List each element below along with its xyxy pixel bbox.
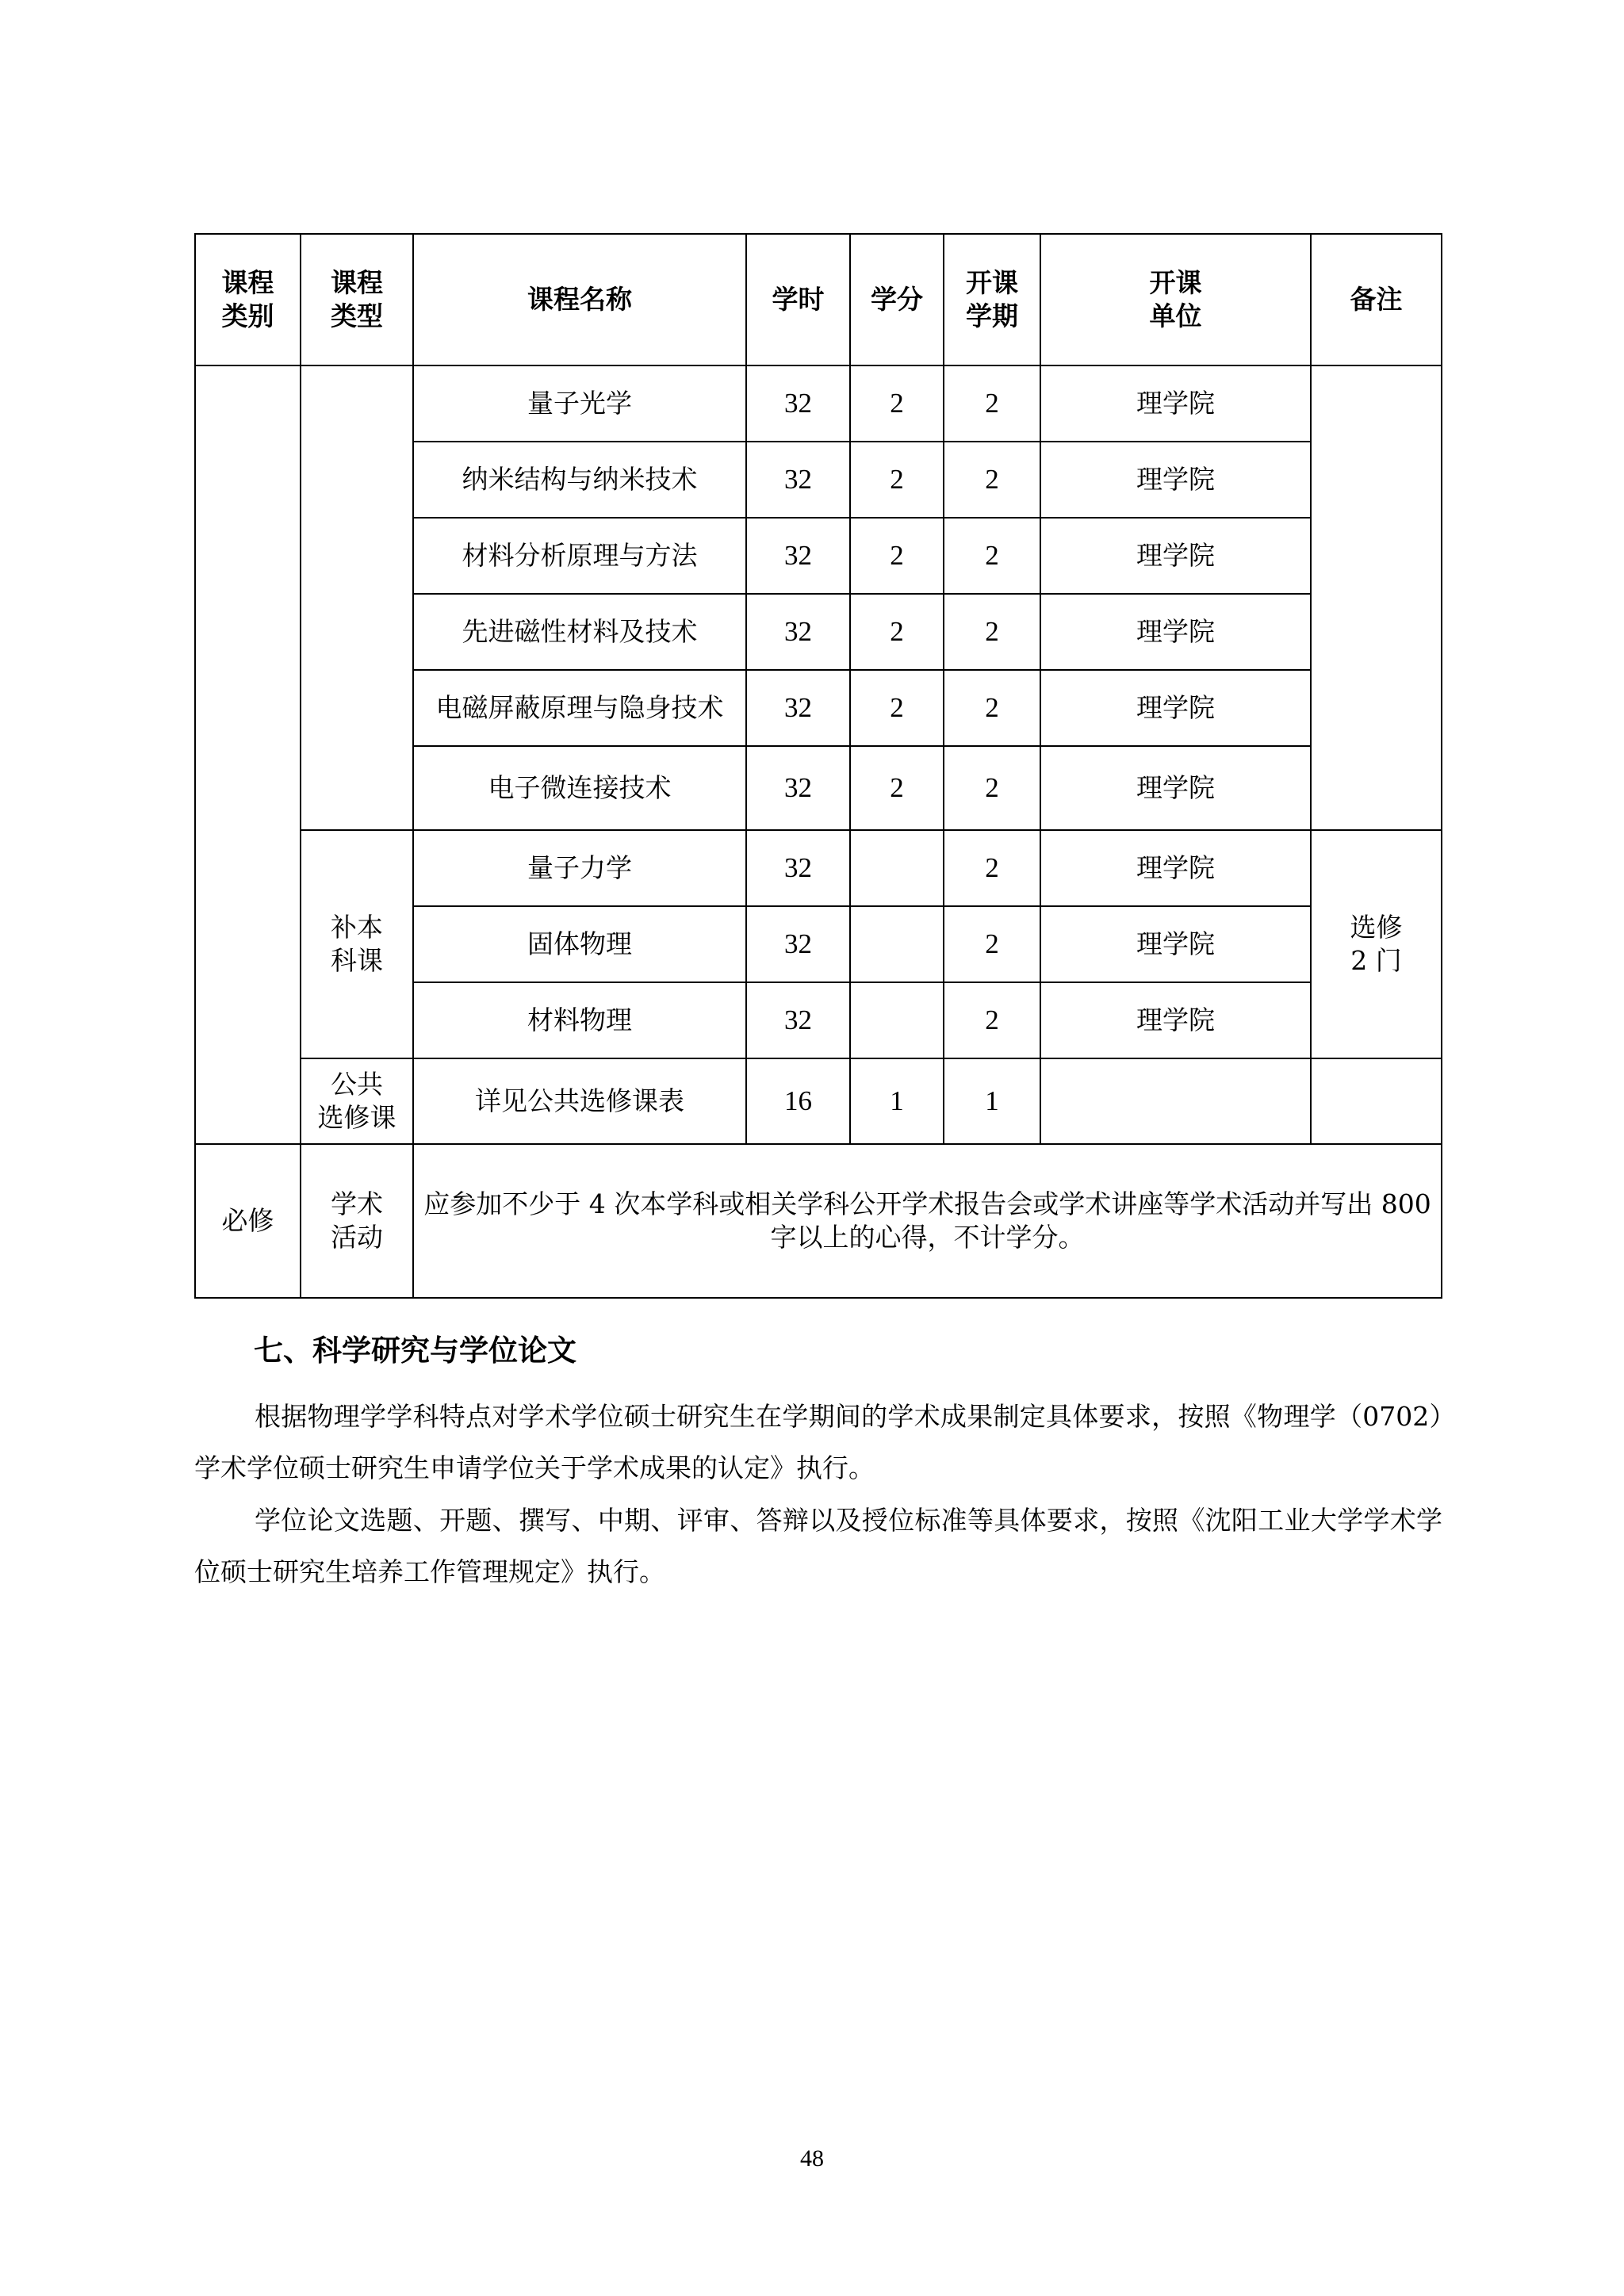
- course-semester: 2: [944, 670, 1040, 746]
- course-semester: 2: [944, 365, 1040, 442]
- course-hours: 32: [746, 594, 850, 670]
- header-semester: 开课 学期: [944, 234, 1040, 365]
- course-semester: 2: [944, 906, 1040, 982]
- course-credits: 2: [850, 594, 944, 670]
- supplementary-remark: 选修 2 门: [1311, 830, 1442, 1058]
- header-credits: 学分: [850, 234, 944, 365]
- course-semester: 2: [944, 982, 1040, 1058]
- course-hours: 16: [746, 1058, 850, 1144]
- course-hours: 32: [746, 982, 850, 1058]
- header-remark: 备注: [1311, 234, 1442, 365]
- course-name: 量子力学: [413, 830, 746, 906]
- category-cell-blank: [195, 365, 301, 1144]
- course-name: 纳米结构与纳米技术: [413, 442, 746, 518]
- course-name: 详见公共选修课表: [413, 1058, 746, 1144]
- course-name: 电磁屏蔽原理与隐身技术: [413, 670, 746, 746]
- remark-cell-blank: [1311, 365, 1442, 830]
- header-unit: 开课 单位: [1040, 234, 1311, 365]
- table-header-row: [195, 234, 1442, 365]
- course-semester: 2: [944, 518, 1040, 594]
- course-unit: 理学院: [1040, 518, 1311, 594]
- required-type: 学术 活动: [301, 1144, 413, 1298]
- remark-cell-blank: [1311, 1058, 1442, 1144]
- header-name: 课程名称: [413, 234, 746, 365]
- course-credits: 2: [850, 670, 944, 746]
- course-credits: 2: [850, 518, 944, 594]
- course-name: 材料物理: [413, 982, 746, 1058]
- course-credits: 1: [850, 1058, 944, 1144]
- course-semester: 2: [944, 594, 1040, 670]
- body-paragraph: 根据物理学学科特点对学术学位硕士研究生在学期间的学术成果制定具体要求，按照《物理学（0702）学术学位硕士研究生申请学位关于学术成果的认定》执行。: [194, 1401, 1442, 1483]
- course-name: 材料分析原理与方法: [413, 518, 746, 594]
- course-hours: 32: [746, 906, 850, 982]
- required-category: 必修: [195, 1144, 301, 1298]
- course-hours: 32: [746, 670, 850, 746]
- course-name: 电子微连接技术: [413, 746, 746, 830]
- course-unit: 理学院: [1040, 670, 1311, 746]
- header-hours: 学时: [746, 234, 850, 365]
- table-row: [195, 830, 1442, 906]
- course-hours: 32: [746, 442, 850, 518]
- course-unit: 理学院: [1040, 442, 1311, 518]
- body-paragraph: 学位论文选题、开题、撰写、中期、评审、答辩以及授位标准等具体要求，按照《沈阳工业大学学术学位硕士研究生培养工作管理规定》执行。: [194, 1505, 1442, 1587]
- course-hours: 32: [746, 746, 850, 830]
- course-credits: 2: [850, 442, 944, 518]
- page-number: 48: [800, 2145, 824, 2172]
- course-credits: [850, 830, 944, 906]
- course-credits: 2: [850, 746, 944, 830]
- type-cell-blank: [301, 365, 413, 830]
- course-unit: [1040, 1058, 1311, 1144]
- header-type: 课程 类型: [301, 234, 413, 365]
- course-table: [194, 233, 1442, 1299]
- course-semester: 2: [944, 442, 1040, 518]
- course-unit: 理学院: [1040, 982, 1311, 1058]
- header-category: 课程 类别: [195, 234, 301, 365]
- course-semester: 2: [944, 746, 1040, 830]
- public-elective-type: 公共 选修课: [301, 1058, 413, 1144]
- course-unit: 理学院: [1040, 365, 1311, 442]
- required-description: 应参加不少于 4 次本学科或相关学科公开学术报告会或学术讲座等学术活动并写出 800 字以上的心得，不计学分。: [413, 1144, 1442, 1298]
- table-row: [195, 365, 1442, 442]
- course-unit: 理学院: [1040, 906, 1311, 982]
- supplementary-type: 补本 科课: [301, 830, 413, 1058]
- course-credits: [850, 982, 944, 1058]
- course-unit: 理学院: [1040, 746, 1311, 830]
- course-credits: [850, 906, 944, 982]
- course-credits: 2: [850, 365, 944, 442]
- course-name: 量子光学: [413, 365, 746, 442]
- course-name: 固体物理: [413, 906, 746, 982]
- course-hours: 32: [746, 830, 850, 906]
- section-heading: 七、科学研究与学位论文: [254, 1334, 576, 1368]
- course-name: 先进磁性材料及技术: [413, 594, 746, 670]
- course-semester: 1: [944, 1058, 1040, 1144]
- course-unit: 理学院: [1040, 830, 1311, 906]
- course-hours: 32: [746, 518, 850, 594]
- course-unit: 理学院: [1040, 594, 1311, 670]
- course-semester: 2: [944, 830, 1040, 906]
- required-row: [195, 1144, 1442, 1298]
- course-hours: 32: [746, 365, 850, 442]
- table-row: [195, 1058, 1442, 1144]
